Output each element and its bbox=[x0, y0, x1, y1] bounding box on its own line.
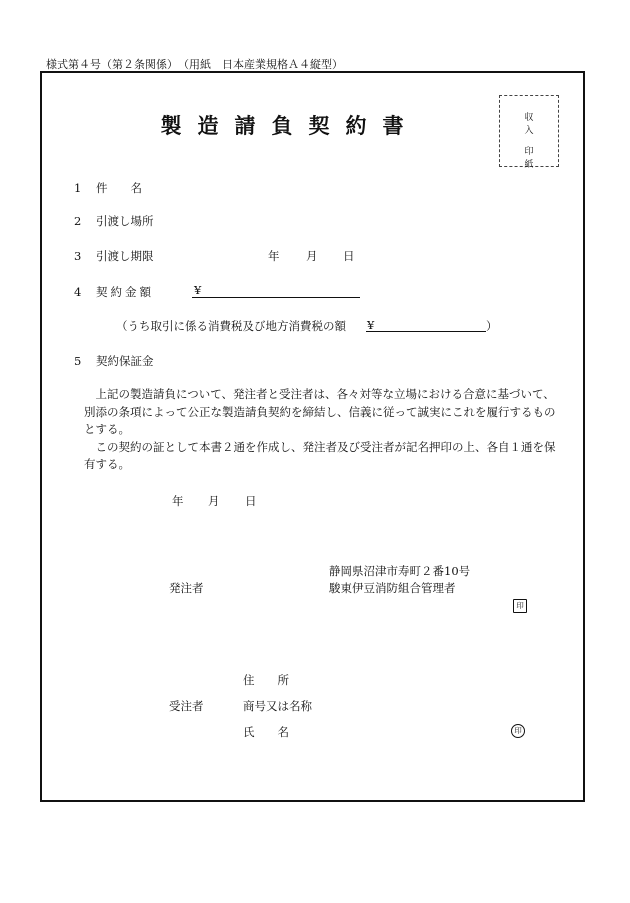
orderer-label: 発注者 bbox=[169, 581, 204, 595]
item-number: 2 bbox=[74, 214, 82, 228]
sign-year: 年 bbox=[172, 494, 184, 508]
item-number: 3 bbox=[74, 249, 82, 263]
sign-day: 日 bbox=[245, 494, 257, 508]
deadline-day: 日 bbox=[343, 249, 355, 263]
contractor-company-label: 商号又は名称 bbox=[243, 699, 312, 713]
item-label: 件 名 bbox=[96, 181, 142, 195]
stamp-label-line2: 印紙 bbox=[524, 147, 552, 170]
tax-yen-symbol: ¥ bbox=[367, 318, 375, 332]
item-label: 引渡し場所 bbox=[96, 214, 154, 228]
contractor-label: 受注者 bbox=[169, 699, 204, 713]
amount-yen-symbol: ¥ bbox=[194, 283, 202, 297]
tax-note-prefix: （うち取引に係る消費税及び地方消費税の額 bbox=[116, 319, 346, 333]
orderer-address: 静岡県沼津市寿町２番10号 bbox=[329, 564, 471, 578]
item-number: 1 bbox=[74, 181, 82, 195]
contractor-address-label: 住 所 bbox=[243, 673, 289, 687]
amount-field-line[interactable] bbox=[192, 297, 360, 298]
revenue-stamp-box bbox=[499, 95, 559, 170]
item-number: 5 bbox=[74, 354, 82, 368]
orderer-seal-icon: 印 bbox=[513, 599, 527, 613]
tax-note-suffix: ） bbox=[486, 319, 498, 333]
item-number: 4 bbox=[74, 285, 82, 299]
body-paragraph-1: 上記の製造請負について、発注者と受注者は、各々対等な立場における合意に基づいて、別添の条項によって公正な製造請負契約を締結し、信義に従って誠実にこれを履行するものとする。 bbox=[84, 387, 556, 436]
item-subject bbox=[74, 180, 142, 196]
document-title: 製造請負契約書 bbox=[160, 113, 420, 138]
body-paragraph-2: この契約の証として本書２通を作成し、発注者及び受注者が記名押印の上、各自１通を保有する。 bbox=[84, 439, 556, 471]
item-label: 引渡し期限 bbox=[96, 249, 154, 263]
form-header: 様式第４号（第２条関係） （用紙 日本産業規格Ａ４縦型） bbox=[46, 58, 343, 71]
contractor-seal-icon: 印 bbox=[511, 724, 525, 738]
orderer-name: 駿東伊豆消防組合管理者 bbox=[329, 581, 456, 595]
stamp-label-line1: 収入 bbox=[524, 113, 552, 136]
item-contract-guarantee bbox=[74, 353, 154, 369]
body-text bbox=[84, 386, 562, 474]
item-label: 契約金額 bbox=[96, 285, 154, 299]
item-delivery-place bbox=[74, 213, 154, 229]
deadline-month: 月 bbox=[306, 249, 318, 263]
tax-amount-field-line[interactable] bbox=[366, 331, 486, 332]
item-label: 契約保証金 bbox=[96, 354, 154, 368]
contractor-name-label: 氏 名 bbox=[243, 725, 289, 739]
sign-month: 月 bbox=[208, 494, 220, 508]
item-contract-amount bbox=[74, 284, 154, 300]
item-delivery-deadline bbox=[74, 248, 154, 264]
deadline-year: 年 bbox=[268, 249, 280, 263]
